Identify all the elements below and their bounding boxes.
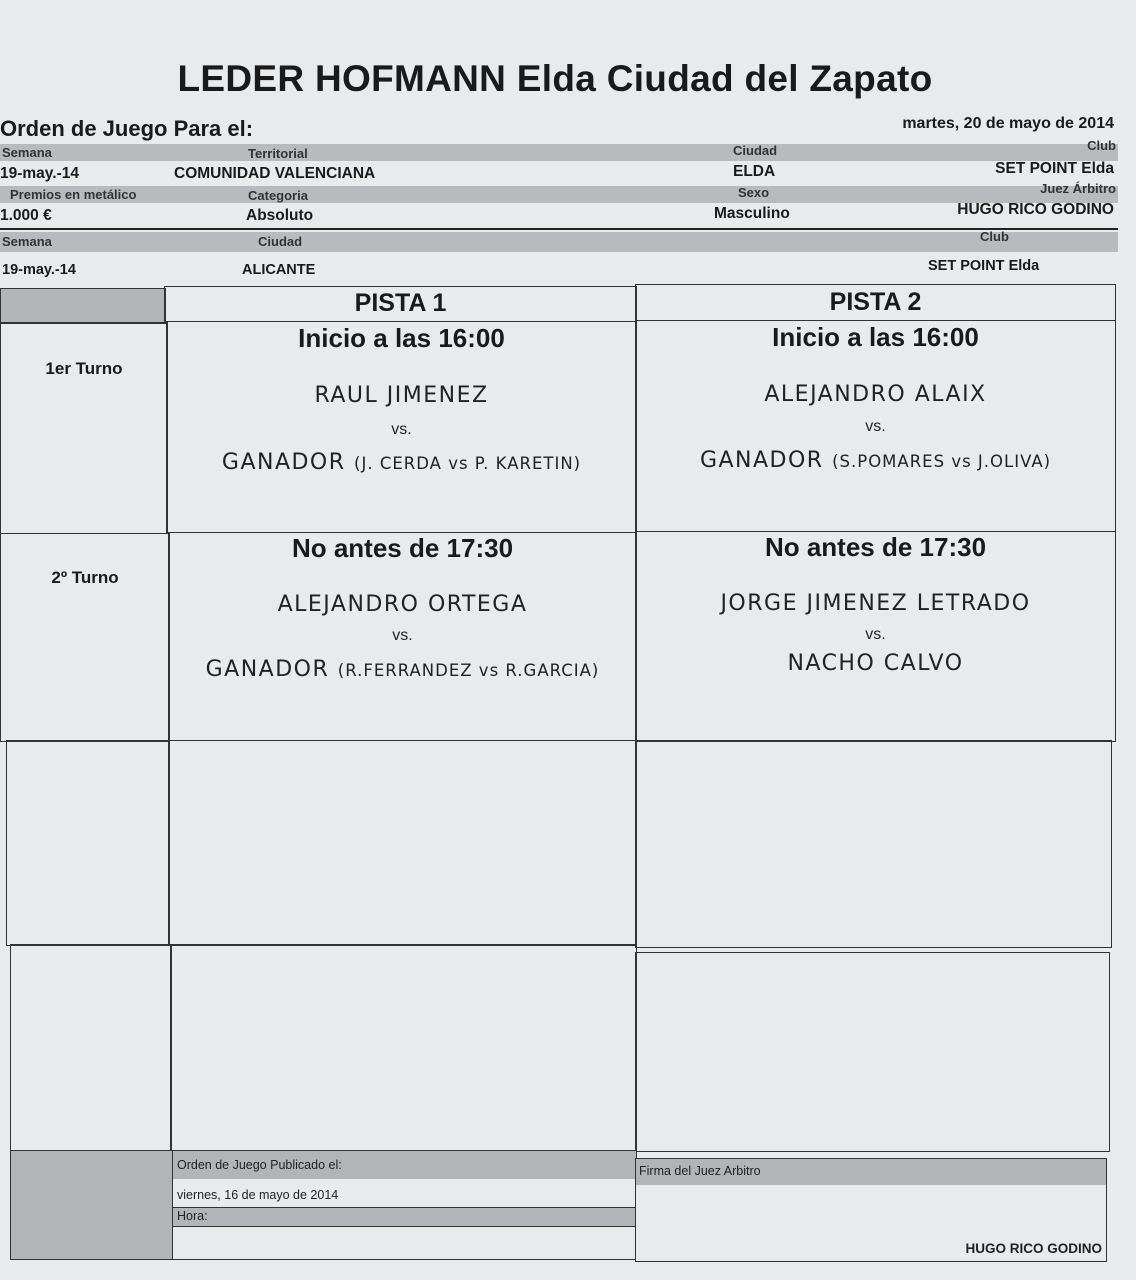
turno2-pista2-start: No antes de 17:30	[764, 532, 987, 562]
turno2-pista1-cell	[168, 532, 637, 741]
turno1-pista2-vs: vs.	[865, 418, 886, 435]
turno4-pista1-cell	[170, 944, 637, 1152]
turno2-pista1-start: No antes de 17:30	[291, 533, 514, 563]
turno2-pista2-vs: vs.	[865, 626, 886, 643]
turno1-pista1-player2	[167, 450, 636, 475]
turno2-label: 2º Turno	[51, 568, 119, 587]
turno4-label-cell	[10, 944, 172, 1152]
turno1-label-cell	[0, 322, 168, 534]
value-categoria: Absoluto	[246, 207, 314, 224]
footer-left-shade	[10, 1150, 174, 1260]
value-club-1: SET POINT Elda	[995, 160, 1114, 177]
value-semana-1: 19-may.-14	[0, 165, 79, 182]
turno1-label: 1er Turno	[45, 359, 123, 378]
turno1-pista1-player2-name: GANADOR	[221, 450, 346, 475]
turno2-pista1-player2-detail: (R.FERRANDEZ vs R.GARCIA)	[337, 661, 600, 680]
label-semana-3: Semana	[2, 234, 52, 249]
value-territorial: COMUNIDAD VALENCIANA	[174, 165, 376, 182]
pista1-header	[164, 286, 637, 322]
turno1-pista2-player2-detail: (S.POMARES vs J.OLIVA)	[832, 452, 1052, 471]
label-premios: Premios en metálico	[10, 187, 137, 202]
label-juez: Juez Árbitro	[1040, 181, 1116, 196]
label-club-1: Club	[1087, 138, 1116, 153]
label-categoria: Categoria	[248, 188, 308, 203]
header-divider	[0, 228, 1118, 230]
value-sexo: Masculino	[714, 205, 790, 222]
publicado-label: Orden de Juego Publicado el:	[177, 1158, 342, 1172]
turno4-pista2-cell	[635, 952, 1110, 1152]
publicado-fecha: viernes, 16 de mayo de 2014	[177, 1188, 339, 1202]
pista2-label: PISTA 2	[829, 288, 922, 316]
turno2-label-cell	[0, 533, 170, 742]
pista2-header	[635, 284, 1116, 321]
turno3-pista1-cell	[168, 740, 637, 946]
turno2-pista2-player2-name: NACHO CALVO	[787, 651, 964, 676]
turno2-pista1-player2-name: GANADOR	[205, 657, 330, 682]
label-ciudad-1: Ciudad	[733, 143, 778, 158]
hora-band	[173, 1207, 636, 1227]
turno1-pista2-player1: ALEJANDRO ALAIX	[764, 382, 987, 407]
turno1-pista1-player1: RAUL JIMENEZ	[314, 383, 489, 408]
info-band-2	[0, 186, 1118, 203]
value-premios: 1.000 €	[0, 207, 52, 224]
turno1-pista2-cell	[635, 320, 1116, 532]
value-ciudad-3: ALICANTE	[242, 262, 316, 278]
label-territorial: Territorial	[248, 146, 308, 161]
turno1-pista2-player2-name: GANADOR	[699, 448, 824, 473]
turno2-pista2-cell	[635, 531, 1116, 742]
turno2-pista2-player2	[636, 651, 1115, 676]
orden-label: Orden de Juego Para el:	[0, 116, 254, 141]
turno1-pista1-cell	[166, 321, 637, 533]
value-ciudad-1: ELDA	[733, 163, 776, 180]
turno2-pista1-player2	[169, 657, 636, 682]
corner-cell	[0, 288, 166, 324]
schedule-table	[0, 284, 1116, 1262]
turno2-pista2-player1: JORGE JIMENEZ LETRADO	[720, 591, 1031, 616]
value-semana-3: 19-may.-14	[2, 262, 76, 278]
turno2-pista1-player1: ALEJANDRO ORTEGA	[277, 592, 528, 617]
turno1-pista1-start: Inicio a las 16:00	[298, 323, 505, 353]
hora-label: Hora:	[177, 1209, 208, 1223]
turno1-pista2-player2	[636, 448, 1115, 473]
pista1-label: PISTA 1	[354, 289, 447, 317]
label-semana-1: Semana	[2, 145, 52, 160]
firma-nombre: HUGO RICO GODINO	[965, 1241, 1102, 1256]
orden-fecha: martes, 20 de mayo de 2014	[902, 115, 1114, 132]
value-club-3: SET POINT Elda	[928, 258, 1040, 274]
label-club-3: Club	[980, 229, 1009, 244]
label-sexo: Sexo	[738, 185, 770, 200]
value-juez: HUGO RICO GODINO	[957, 201, 1114, 218]
turno3-label-cell	[6, 740, 170, 946]
info-band-3	[0, 232, 1118, 252]
label-ciudad-3: Ciudad	[258, 234, 303, 249]
turno1-pista2-start: Inicio a las 16:00	[772, 322, 979, 352]
turno2-pista1-vs: vs.	[392, 627, 413, 644]
turno3-pista2-cell	[635, 740, 1112, 948]
turno1-pista1-player2-detail: (J. CERDA vs P. KARETIN)	[354, 454, 582, 473]
footer-publicado-cell	[172, 1150, 637, 1260]
footer-firma-cell	[635, 1158, 1107, 1262]
firma-label: Firma del Juez Arbitro	[639, 1164, 761, 1178]
page-title: LEDER HOFMANN Elda Ciudad del Zapato	[177, 58, 933, 99]
turno1-pista1-vs: vs.	[391, 421, 412, 438]
info-band-1	[0, 144, 1118, 161]
